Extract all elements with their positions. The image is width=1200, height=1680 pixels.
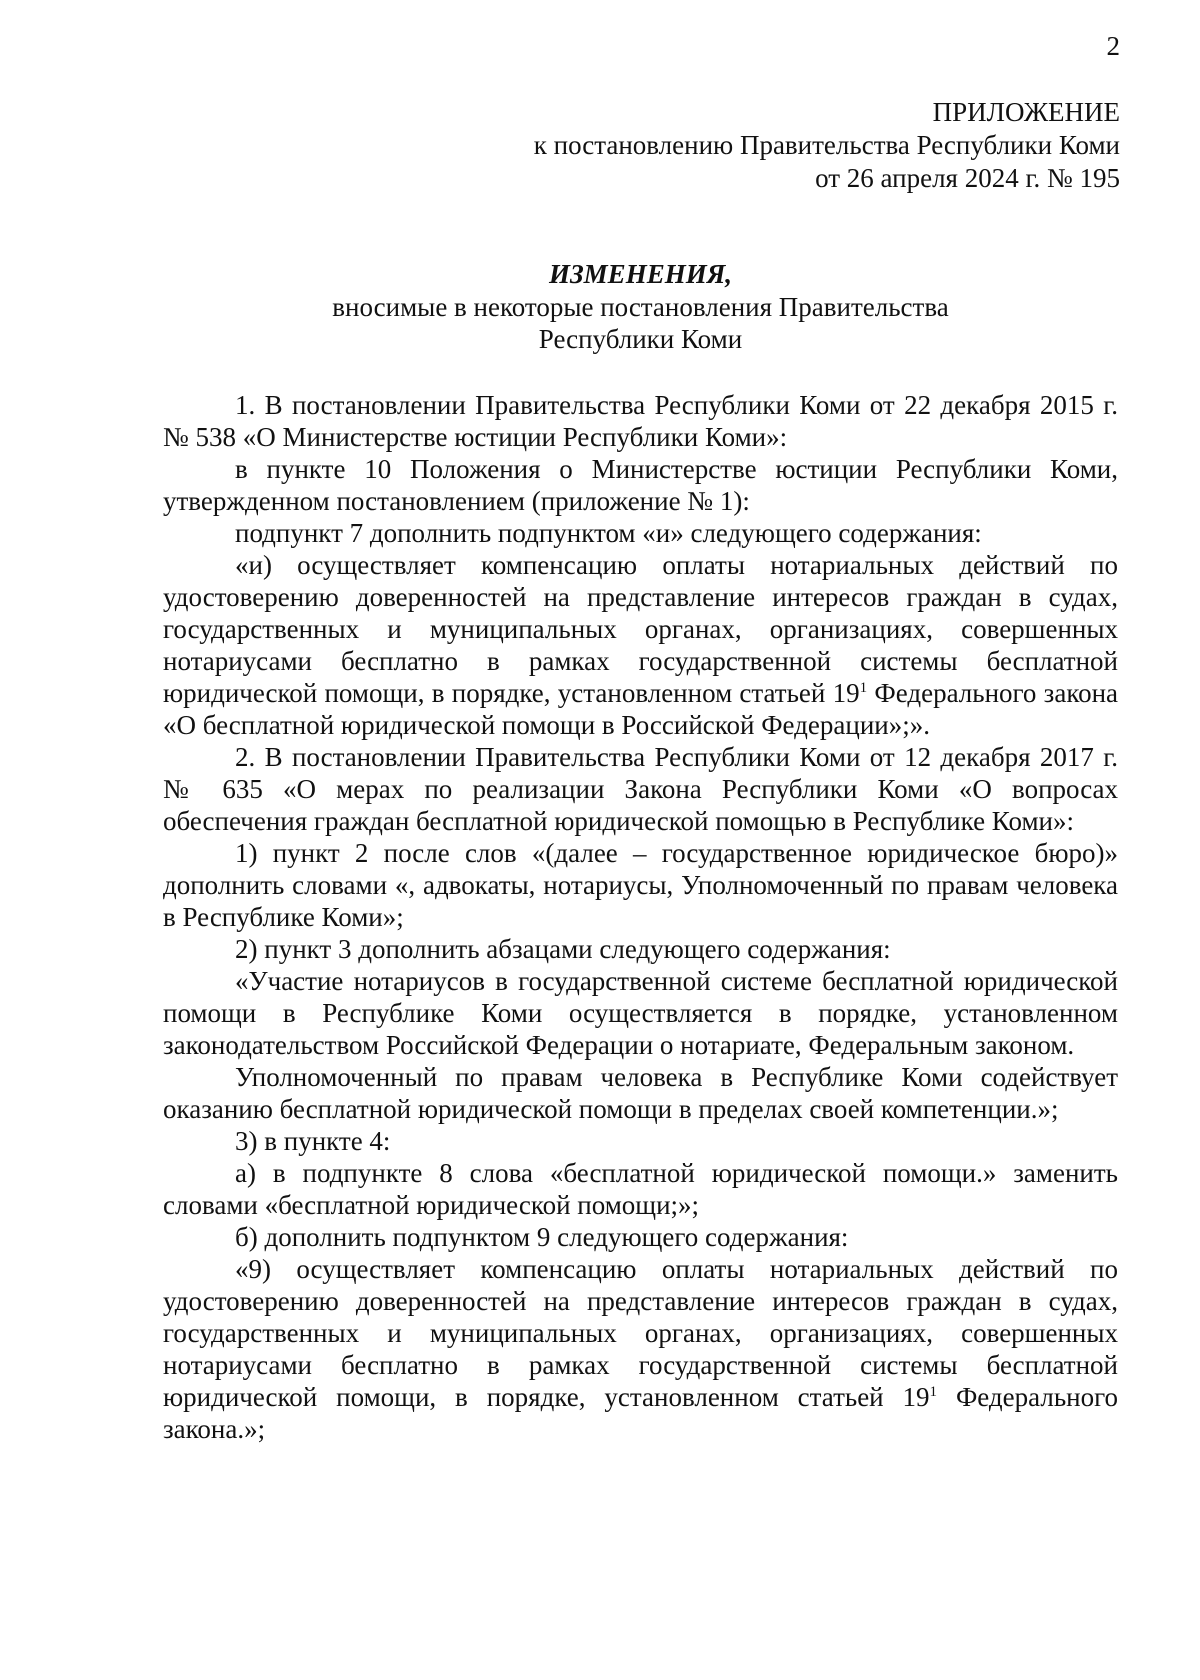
superscript-2: 1 [929, 1384, 938, 1400]
paragraph-2: в пункте 10 Положения о Министерстве юстиции Республики Коми, утвержденном постановлением (приложение № 1): [163, 454, 1118, 516]
paragraph-13-tail: Федерального закона.»; [163, 1382, 1119, 1444]
paragraph-5: 2. В постановлении Правительства Республики Коми от 12 декабря 2017 г. № 635 «О мерах по реализации Закона Республики Коми «О вопросах обеспечения граждан бесплатной юридической помощью в Республике Коми»: [163, 742, 1118, 836]
paragraph-8: «Участие нотариусов в государственной системе бесплатной юридической помощи в Республике Коми осуществляется в порядке, установленном законодательством Российской Федерации о нотариате, Федеральным законом. [163, 966, 1118, 1060]
paragraph-6: 1) пункт 2 после слов «(далее – государственное юридическое бюро)» дополнить словами «, адвокаты, нотариусы, Уполномоченный по правам человека в Республике Коми»; [163, 838, 1118, 932]
paragraph-4-text: «и) осуществляет компенсацию оплаты нотариальных действий по удостоверению доверенностей на представление интересов граждан в судах, государственных и муниципальных органах, организациях, совершенных нотариусами бесплатно в рамках государственной системы бесплатной юридической помощи, в порядке, установленном статьей 19 [163, 550, 1118, 708]
appendix-title: ПРИЛОЖЕНИЕ [932, 97, 1120, 127]
page-number: 2 [1106, 31, 1120, 61]
superscript-1: 1 [859, 680, 868, 696]
heading-subtitle-line1: вносимые в некоторые постановления Правительства [332, 292, 949, 322]
paragraph-1: 1. В постановлении Правительства Республики Коми от 22 декабря 2015 г. № 538 «О Министерстве юстиции Республики Коми»: [163, 390, 1118, 452]
paragraph-11: а) в подпункте 8 слова «бесплатной юридической помощи.» заменить словами «бесплатной юридической помощи;»; [163, 1158, 1118, 1220]
heading-subtitle-line2: Республики Коми [538, 324, 743, 354]
paragraph-3: подпункт 7 дополнить подпунктом «и» следующего содержания: [235, 518, 982, 548]
paragraph-7: 2) пункт 3 дополнить абзацами следующего содержания: [235, 934, 891, 964]
appendix-date: от 26 апреля 2024 г. № 195 [815, 163, 1120, 193]
appendix-block [420, 96, 1120, 195]
paragraph-9: Уполномоченный по правам человека в Республике Коми содействует оказанию бесплатной юридической помощи в пределах своей компетенции.»; [163, 1062, 1118, 1124]
paragraph-10: 3) в пункте 4: [235, 1126, 391, 1156]
document-heading [163, 258, 1118, 355]
paragraph-13-text: «9) осуществляет компенсацию оплаты нотариальных действий по удостоверению доверенностей на представление интересов граждан в судах, государственных и муниципальных органах, организациях, совершенных нотариусами бесплатно в рамках государственной системы бесплатной юридической помощи, в порядке, установленном статьей 19 [163, 1254, 1118, 1412]
paragraph-4 [163, 549, 1118, 741]
heading-title: ИЗМЕНЕНИЯ, [548, 259, 733, 289]
paragraph-12: б) дополнить подпунктом 9 следующего содержания: [235, 1222, 849, 1252]
appendix-reference: к постановлению Правительства Республики Коми [533, 130, 1120, 160]
paragraph-4-tail: Федерального закона «О бесплатной юридической помощи в Российской Федерации»;». [163, 678, 1119, 740]
paragraph-13 [163, 1253, 1118, 1445]
document-body [163, 389, 1118, 1445]
